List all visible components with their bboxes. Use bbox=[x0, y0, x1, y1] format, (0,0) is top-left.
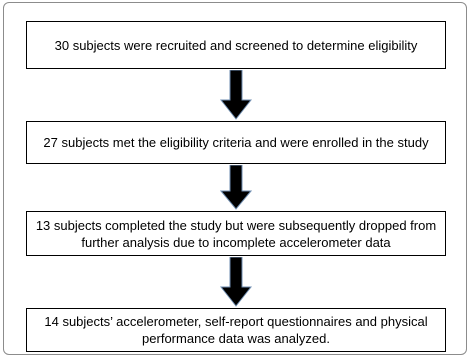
flow-step-text: 14 subjects’ accelerometer, self-report questionnaires and physical performance data was analyzed. bbox=[44, 314, 428, 346]
down-arrow-icon bbox=[220, 165, 252, 210]
down-arrow-icon bbox=[220, 257, 252, 307]
flow-step-text: 13 subjects completed the study but were subsequently dropped from further analysis due to incomplete accelerometer data bbox=[35, 217, 437, 250]
flow-step-recruited bbox=[26, 21, 446, 69]
flow-step-text: 30 subjects were recruited and screened to determine eligibility bbox=[54, 37, 418, 53]
flow-step-enrolled bbox=[26, 121, 446, 164]
flow-step-text: 27 subjects met the eligibility criteria and were enrolled in the study bbox=[43, 135, 429, 150]
flow-step-dropped bbox=[26, 211, 446, 256]
flow-step-analyzed bbox=[26, 308, 446, 352]
down-arrow-icon bbox=[220, 70, 252, 120]
